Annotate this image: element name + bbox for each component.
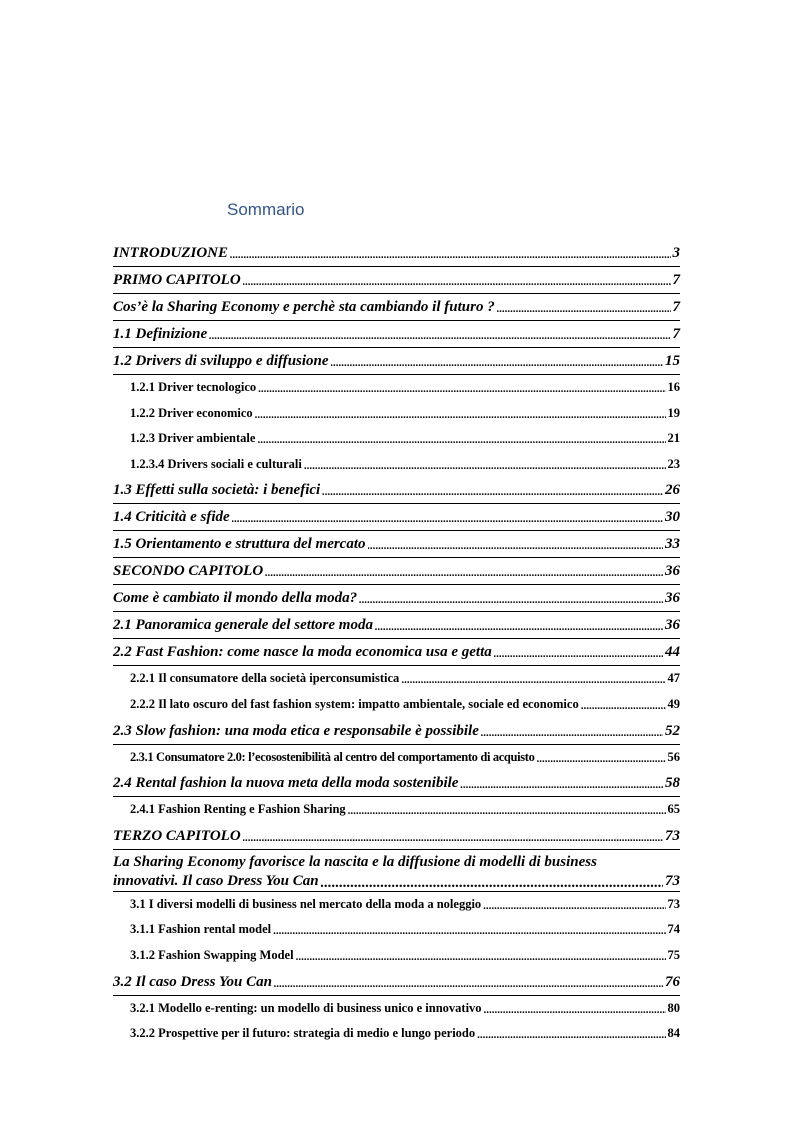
toc-entry-page: 7 (672, 294, 681, 320)
toc-entry-title: 1.2.3.4 Drivers sociali e culturali (130, 452, 303, 478)
toc-leader (322, 488, 663, 503)
toc-entry-page: 44 (664, 639, 680, 665)
toc-entry[interactable] (113, 426, 680, 452)
toc-entry-title: Come è cambiato il mondo della moda? (113, 585, 358, 611)
toc-leader (273, 930, 665, 943)
toc-entry-page: 7 (672, 267, 681, 293)
toc-leader (296, 956, 666, 969)
toc-entry-title: 3.2 Il caso Dress You Can (113, 969, 273, 995)
toc-entry-title: TERZO CAPITOLO (113, 823, 242, 849)
toc-leader (460, 781, 663, 796)
toc-entry-wrapped[interactable] (113, 850, 680, 892)
toc-entry-title: 1.2 Drivers di sviluppo e diffusione (113, 348, 330, 374)
toc-entry-title-line1: La Sharing Economy favorisce la nascita e la diffusione di modelli di business (113, 853, 597, 870)
toc-entry-title: 1.2.3 Driver ambientale (130, 426, 256, 452)
toc-entry-title: 2.4 Rental fashion la nuova meta della moda sostenibile (113, 770, 459, 796)
toc-entry-page: 73 (664, 823, 680, 849)
toc-leader (257, 439, 665, 452)
toc-entry[interactable] (113, 770, 680, 797)
toc-entry[interactable] (113, 294, 680, 321)
toc-entry[interactable] (113, 745, 680, 771)
toc-leader (537, 758, 666, 771)
toc-entry[interactable] (113, 892, 680, 918)
toc-entry[interactable] (113, 401, 680, 427)
toc-leader (255, 414, 666, 427)
toc-entry[interactable] (113, 558, 680, 585)
toc-entry-title: 3.1 I diversi modelli di business nel mercato della moda a noleggio (130, 892, 482, 918)
toc-entry-page: 3 (672, 240, 681, 266)
toc-entry[interactable] (113, 718, 680, 745)
toc-leader (243, 278, 671, 293)
toc-entry[interactable] (113, 969, 680, 996)
toc-leader (401, 679, 665, 692)
toc-entry[interactable] (113, 321, 680, 348)
toc-leader (265, 569, 663, 584)
toc-entry[interactable] (113, 267, 680, 294)
toc-leader (484, 1009, 666, 1022)
toc-entry-page: 65 (667, 797, 681, 823)
toc-entry-page: 76 (664, 969, 680, 995)
toc-entry-title: 1.1 Definizione (113, 321, 208, 347)
toc-entry-page: 73 (665, 872, 680, 889)
toc-leader (581, 705, 666, 718)
toc-entry-page: 74 (667, 917, 681, 943)
toc-leader (348, 810, 666, 823)
toc-entry-page: 26 (664, 477, 680, 503)
toc-entry-title: 1.2.2 Driver economico (130, 401, 254, 427)
toc-entry[interactable] (113, 639, 680, 666)
toc-entry-title: 2.4.1 Fashion Renting e Fashion Sharing (130, 797, 347, 823)
toc-leader (477, 1034, 665, 1047)
toc-leader (304, 465, 666, 478)
toc-entry (113, 871, 680, 891)
toc-entry-page: 52 (664, 718, 680, 744)
toc-entry-page: 16 (667, 375, 681, 401)
toc-entry-title: 1.5 Orientamento e struttura del mercato (113, 531, 367, 557)
toc-entry[interactable] (113, 531, 680, 558)
toc-entry[interactable] (113, 917, 680, 943)
toc-entry-page: 36 (664, 612, 680, 638)
toc-entry-title: SECONDO CAPITOLO (113, 558, 264, 584)
toc-leader (359, 596, 663, 611)
toc-entry[interactable] (113, 504, 680, 531)
toc-entry-title: innovativi. Il caso Dress You Can (113, 872, 319, 889)
toc-leader (481, 729, 663, 744)
toc-entry[interactable] (113, 240, 680, 267)
toc-entry[interactable] (113, 375, 680, 401)
toc-entry-title: INTRODUZIONE (113, 240, 229, 266)
toc-entry-title: 2.2.1 Il consumatore della società iperconsumistica (130, 666, 400, 692)
toc-entry-page: 15 (664, 348, 680, 374)
toc-leader (230, 251, 670, 266)
toc-entry-title: 1.3 Effetti sulla società: i benefici (113, 477, 321, 503)
toc-entry[interactable] (113, 585, 680, 612)
toc-entry[interactable] (113, 666, 680, 692)
toc-entry-title: 2.3 Slow fashion: una moda etica e responsabile è possibile (113, 718, 480, 744)
toc-entry[interactable] (113, 996, 680, 1022)
toc-leader (258, 388, 665, 401)
toc-leader (274, 980, 663, 995)
toc-entry-title: 1.2.1 Driver tecnologico (130, 375, 257, 401)
toc-leader (321, 876, 663, 891)
toc-leader (368, 542, 663, 557)
toc-entry-title: 2.3.1 Consumatore 2.0: l’ecosostenibilità al centro del comportamento di acquisto (130, 745, 536, 771)
toc-entry[interactable] (113, 612, 680, 639)
toc-entry-page: 73 (667, 892, 681, 918)
toc-entry-title: 3.2.2 Prospettive per il futuro: strategia di medio e lungo periodo (130, 1021, 476, 1047)
toc-entry[interactable] (113, 943, 680, 969)
toc-entry-title: 3.2.1 Modello e-renting: un modello di business unico e innovativo (130, 996, 483, 1022)
table-of-contents (113, 240, 680, 1047)
toc-leader (483, 905, 665, 918)
toc-entry-page: 58 (664, 770, 680, 796)
toc-entry-title: Cos’è la Sharing Economy e perchè sta cambiando il futuro ? (113, 294, 496, 320)
toc-leader (243, 834, 663, 849)
toc-entry[interactable] (113, 1021, 680, 1047)
toc-entry-page: 21 (667, 426, 681, 452)
toc-entry-page: 19 (667, 401, 681, 427)
toc-entry[interactable] (113, 477, 680, 504)
toc-entry-page: 56 (667, 745, 681, 771)
toc-heading: Sommario (227, 200, 305, 219)
toc-entry-page: 84 (667, 1021, 681, 1047)
toc-entry-title: 2.2.2 Il lato oscuro del fast fashion system: impatto ambientale, sociale ed economico (130, 692, 580, 718)
toc-leader (497, 305, 671, 320)
toc-entry-title: 3.1.1 Fashion rental model (130, 917, 272, 943)
toc-entry-page: 75 (667, 943, 681, 969)
toc-entry-page: 49 (667, 692, 681, 718)
toc-leader (494, 650, 663, 665)
toc-entry-title: PRIMO CAPITOLO (113, 267, 242, 293)
toc-entry-page: 36 (664, 585, 680, 611)
toc-entry-page: 80 (667, 996, 681, 1022)
toc-leader (209, 332, 670, 347)
toc-entry-title: 2.1 Panoramica generale del settore moda (113, 612, 374, 638)
toc-entry[interactable] (113, 452, 680, 478)
toc-leader (232, 515, 663, 530)
toc-entry-page: 47 (667, 666, 681, 692)
toc-entry-title: 2.2 Fast Fashion: come nasce la moda economica usa e getta (113, 639, 493, 665)
toc-entry-title: 1.4 Criticità e sfide (113, 504, 231, 530)
toc-entry-page: 7 (672, 321, 681, 347)
toc-leader (331, 359, 663, 374)
toc-entry[interactable] (113, 348, 680, 375)
toc-leader (375, 623, 663, 638)
toc-entry-page: 30 (664, 504, 680, 530)
toc-entry[interactable] (113, 823, 680, 850)
toc-entry-page: 36 (664, 558, 680, 584)
toc-entry-title: 3.1.2 Fashion Swapping Model (130, 943, 295, 969)
toc-entry[interactable] (113, 797, 680, 823)
toc-entry-page: 33 (664, 531, 680, 557)
toc-entry-page: 23 (667, 452, 681, 478)
toc-entry[interactable] (113, 692, 680, 718)
